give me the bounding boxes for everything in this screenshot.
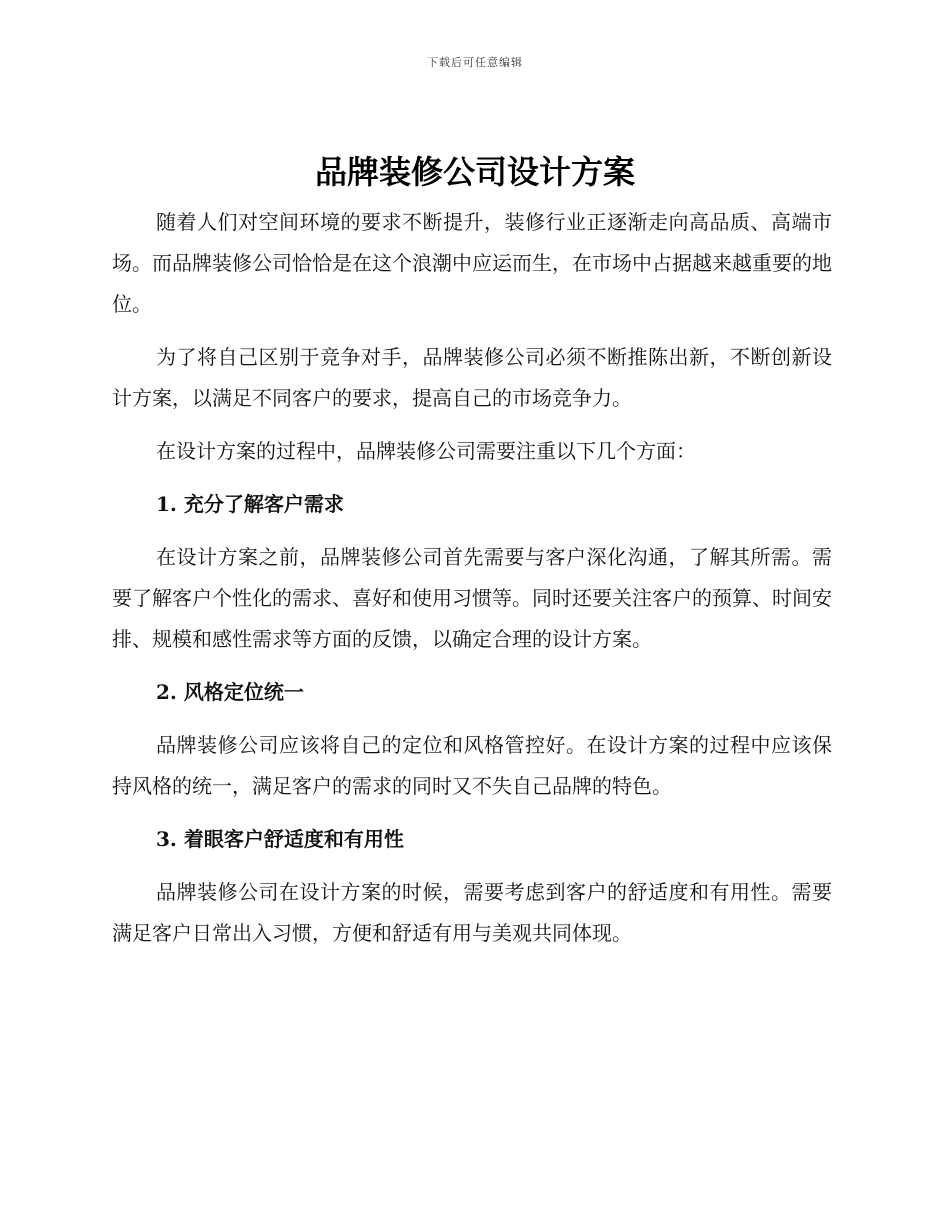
section-1-paragraph: 在设计方案之前，品牌装修公司首先需要与客户深化沟通，了解其所需。需要了解客户个性化的需求、喜好和使用习惯等。同时还要关注客户的预算、时间安排、规模和感性需求等方面的反馈，以确定合理的设计方案。 xyxy=(112,545,832,651)
document-title: 品牌装修公司设计方案 xyxy=(314,153,635,191)
header-note: 下载后可任意编辑 xyxy=(427,56,523,69)
section-3-paragraph: 品牌装修公司在设计方案的时候，需要考虑到客户的舒适度和有用性。需要满足客户日常出入习惯，方便和舒适有用与美观共同体现。 xyxy=(112,880,832,945)
section-heading-1: 1. 充分了解客户需求 xyxy=(156,492,344,516)
section-heading-3: 3. 着眼客户舒适度和有用性 xyxy=(156,827,404,851)
intro-paragraph: 随着人们对空间环境的要求不断提升，装修行业正逐渐走向高品质、高端市场。而品牌装修公司恰恰是在这个浪潮中应运而生，在市场中占据越来越重要的地位。 xyxy=(112,210,832,316)
section-2-paragraph: 品牌装修公司应该将自己的定位和风格管控好。在设计方案的过程中应该保持风格的统一，满足客户的需求的同时又不失自己品牌的特色。 xyxy=(112,733,832,798)
aspects-intro-paragraph: 在设计方案的过程中，品牌装修公司需要注重以下几个方面： xyxy=(156,439,696,463)
differentiation-paragraph: 为了将自己区别于竞争对手，品牌装修公司必须不断推陈出新，不断创新设计方案，以满足不同客户的要求，提高自己的市场竞争力。 xyxy=(112,345,832,410)
section-heading-2: 2. 风格定位统一 xyxy=(156,680,304,704)
document-body xyxy=(112,202,832,966)
